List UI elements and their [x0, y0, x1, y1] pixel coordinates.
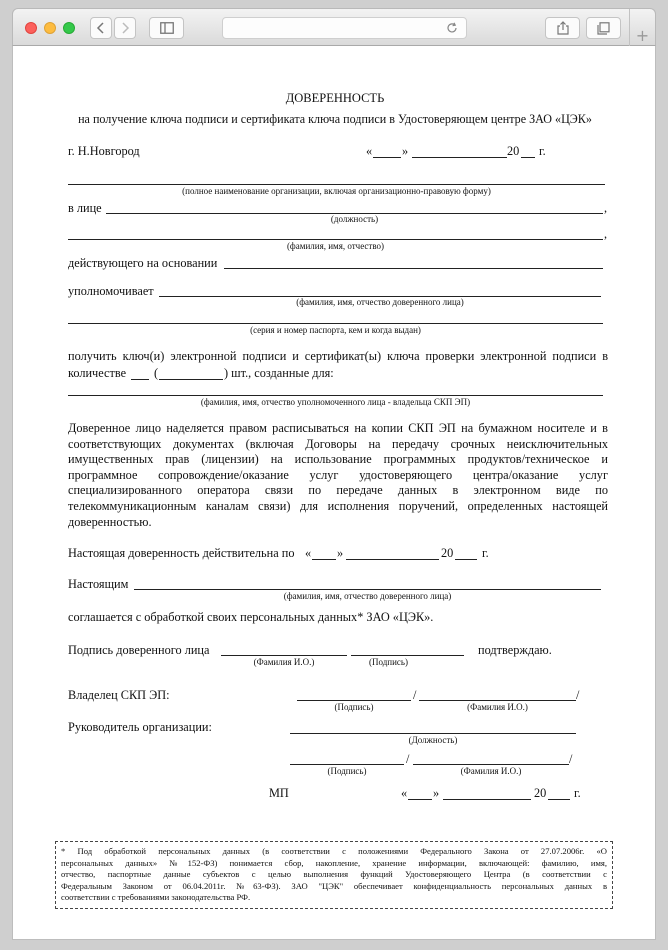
address-bar[interactable] [222, 17, 467, 39]
back-button[interactable] [90, 17, 112, 39]
rights-paragraph-line: соответствующих документах (включая Договоры на передачу срочных неисключительных [68, 436, 608, 451]
quantity-label: количестве [68, 366, 127, 380]
owner-signature-field[interactable] [297, 700, 411, 701]
valid-year-prefix: 20 [441, 546, 454, 560]
document-subtitle: на получение ключа подписи и сертификата ключа подписи в Удостоверяющем центре ЗАО «ЦЭК» [78, 112, 592, 126]
personal-data-footnote [55, 841, 613, 909]
share-icon [557, 21, 569, 35]
zoom-window-button[interactable] [63, 22, 75, 34]
sign-date-quote-close: » [433, 786, 440, 800]
head-fio-short-field[interactable] [413, 764, 569, 765]
sign-date-year-field[interactable] [548, 799, 570, 800]
owner-skp-label: Владелец СКП ЭП: [68, 688, 170, 702]
hereby-label: Настоящим [68, 577, 129, 591]
owner-fio-short-field[interactable] [419, 700, 576, 701]
in-person-label: в лице [68, 201, 102, 215]
valid-quote-open: « [305, 546, 312, 560]
city-label: г. Н.Новгород [68, 144, 140, 158]
trustee-fio-caption: (фамилия, имя, отчество доверенного лица) [296, 297, 464, 307]
head-fio-short-caption: (Фамилия И.О.) [460, 766, 522, 776]
consent-fio-caption: (фамилия, имя, отчество доверенного лица) [283, 591, 452, 601]
slash: / [576, 688, 580, 702]
comma: , [604, 227, 608, 241]
position-caption: (должность) [330, 214, 379, 224]
person-fio-caption: (фамилия, имя, отчество) [286, 241, 385, 251]
quantity-suffix: ) шт., созданные для: [224, 366, 334, 380]
footnote-line: персональных данных» №152-ФЗ) понимается сбор, накопление, хранение информации, включающей: фамилию, имя, [61, 857, 607, 868]
forward-button[interactable] [114, 17, 136, 39]
browser-toolbar [12, 8, 656, 46]
valid-year-field[interactable] [455, 559, 477, 560]
head-position-field[interactable] [290, 733, 576, 734]
sign-date-year-prefix: 20 [534, 786, 547, 800]
slash: / [413, 688, 417, 702]
organization-field[interactable] [68, 184, 605, 185]
date-quote-close: » [402, 144, 409, 158]
valid-until-label: Настоящая доверенность действительна по [68, 546, 295, 560]
sign-date-quote-open: « [401, 786, 408, 800]
passport-caption: (серия и номер паспорта, кем и когда выдан) [250, 325, 421, 335]
footnote-line: соответствии с требованиями законодательства РФ. [61, 892, 251, 903]
minimize-window-button[interactable] [44, 22, 56, 34]
sign-date-month-field[interactable] [443, 799, 531, 800]
rights-paragraph-line: специализированного оператора связи по передаче данных в электронном виде по [68, 483, 608, 498]
owner-signature-caption: (Подпись) [334, 702, 374, 712]
rights-paragraph-line: программное сопровождение/оказание услуг удостоверяющего центра/оказание услуг [68, 467, 608, 482]
valid-month-field[interactable] [346, 559, 439, 560]
sidebar-icon [160, 22, 174, 34]
date-year-suffix: г. [539, 144, 546, 158]
stamp-place-label: МП [269, 786, 289, 800]
trustee-fio-short-field[interactable] [221, 655, 347, 656]
trustee-signature-field[interactable] [351, 655, 464, 656]
valid-day-field[interactable] [312, 559, 336, 560]
date-quote-open: « [366, 144, 373, 158]
head-org-label: Руководитель организации: [68, 720, 212, 734]
chevron-left-icon [96, 22, 106, 34]
valid-quote-close: » [337, 546, 344, 560]
document-page [12, 46, 656, 940]
tabs-icon [597, 22, 610, 35]
head-signature-caption: (Подпись) [327, 766, 367, 776]
quantity-words-field[interactable] [159, 379, 223, 380]
head-position-caption: (Должность) [408, 735, 458, 745]
sign-date-year-suffix: г. [574, 786, 581, 800]
footnote-line: Федеральным Законом от 06.04.2011г. №63-ФЗ). ЗАО "ЦЭК" обеспечивает конфиденциальность персональных данных в [61, 880, 607, 891]
footnote-line: отчество, паспортные данные субъектов с целью выполнения функций Удостоверяющего Центра (в соответствии с [61, 869, 607, 880]
valid-year-suffix: г. [482, 546, 489, 560]
consent-text: соглашается с обработкой своих персональных данных* ЗАО «ЦЭК». [68, 610, 434, 624]
trustee-signature-label: Подпись доверенного лица [68, 643, 210, 657]
acting-basis-label: действующего на основании [68, 256, 218, 270]
comma: , [604, 201, 608, 215]
document-title: ДОВЕРЕННОСТЬ [285, 91, 385, 105]
consent-fio-field[interactable] [134, 589, 601, 590]
organization-caption: (полное наименование организации, включая организационно-правовую форму) [182, 186, 491, 196]
date-day-field[interactable] [373, 157, 401, 158]
slash: / [569, 752, 573, 766]
new-tab-button[interactable]: + [629, 9, 655, 47]
rights-paragraph-line: телекоммуникационным каналам связи) для исполнения поручений, определенных настоящей [68, 499, 608, 513]
person-fio-field[interactable] [68, 239, 603, 240]
sign-date-day-field[interactable] [408, 799, 432, 800]
rights-paragraph-line: доверенностью. [68, 514, 152, 529]
footnote-line: * Под обработкой персональных данных (в соответствии с положениями Федерального Закона от 27.07.2006г. «О [61, 846, 607, 856]
quantity-number-field[interactable] [131, 379, 149, 380]
reload-icon[interactable] [446, 22, 458, 34]
quantity-paren-open: ( [154, 366, 159, 380]
acting-basis-field[interactable] [224, 268, 603, 269]
rights-paragraph-line: Доверенное лицо наделяется правом расписываться на копии СКП ЭП на бумажном носителе и в [68, 421, 608, 435]
date-year-field[interactable] [521, 157, 535, 158]
passport-field[interactable] [68, 323, 603, 324]
trustee-fio-short-caption: (Фамилия И.О.) [253, 657, 315, 667]
date-year-prefix: 20 [507, 144, 520, 158]
sidebar-button[interactable] [149, 17, 184, 39]
receive-keys-text: получить ключ(и) электронной подписи и сертификат(ы) ключа проверки электронной подписи в [68, 349, 608, 363]
trustee-signature-caption: (Подпись) [368, 657, 409, 667]
tabs-button[interactable] [586, 17, 621, 39]
owner-fio-caption: (фамилия, имя, отчество уполномоченного лица - владельца СКП ЭП) [200, 397, 471, 407]
confirm-text: подтверждаю. [478, 643, 552, 657]
authorizes-label: уполномочивает [68, 284, 154, 298]
head-signature-field[interactable] [290, 764, 404, 765]
owner-fio-field[interactable] [68, 395, 603, 396]
close-window-button[interactable] [25, 22, 37, 34]
date-month-field[interactable] [412, 157, 507, 158]
chevron-right-icon [120, 22, 130, 34]
slash: / [406, 752, 410, 766]
share-button[interactable] [545, 17, 580, 39]
rights-paragraph-line: имущественных прав (лицензии) на использование программных продуктов/техническое и [68, 452, 608, 467]
owner-fio-short-caption: (Фамилия И.О.) [467, 702, 528, 712]
